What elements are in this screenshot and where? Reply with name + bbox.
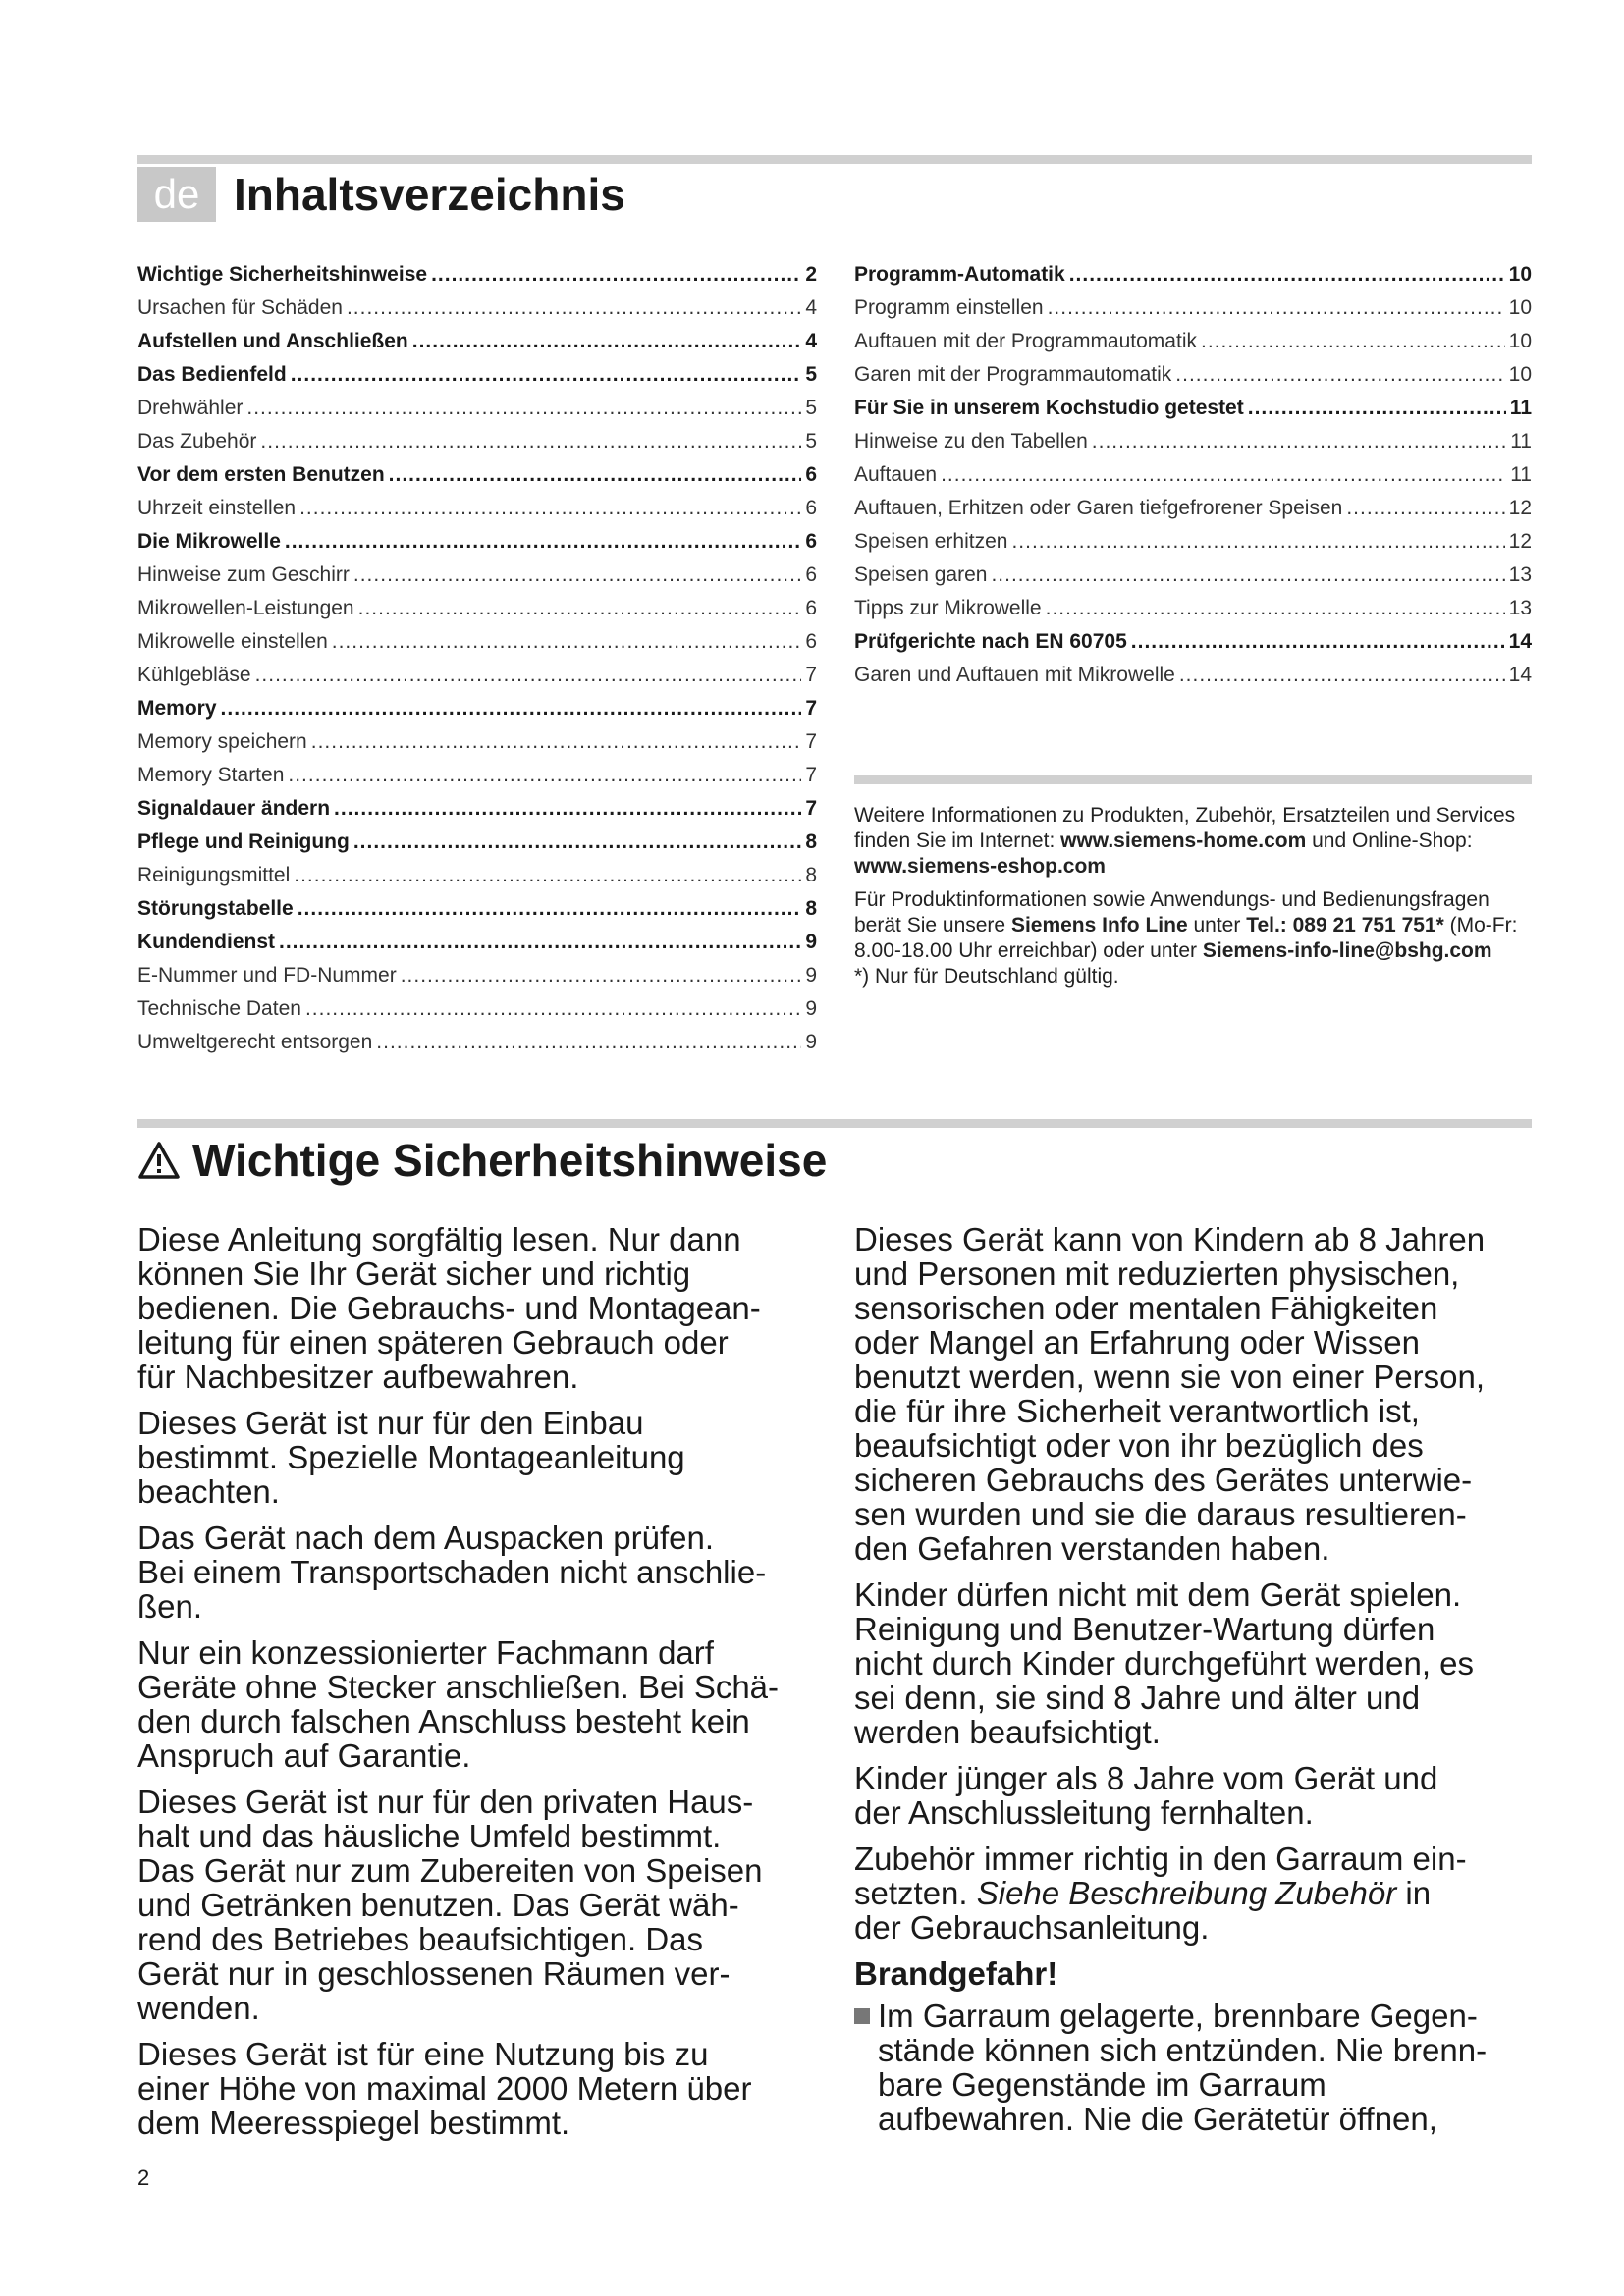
- toc-leader-dots: [1248, 397, 1506, 420]
- toc-entry-page: 12: [1508, 497, 1532, 519]
- toc-entry-page: 6: [805, 597, 817, 619]
- page-number: 2: [137, 2165, 150, 2190]
- toc-entry-title: Hinweise zum Geschirr: [137, 563, 350, 586]
- toc-entry-page: 14: [1508, 664, 1532, 686]
- toc-entry-title: Ursachen für Schäden: [137, 296, 343, 319]
- toc-leader-dots: [311, 730, 802, 754]
- toc-entry[interactable]: [137, 320, 817, 353]
- safety-paragraph: Kinder dürfen nicht mit dem Gerät spielen. Reinigung und Benutzer-Wartung dürfen nicht durch Kinder durchgeführt werden, es sei denn, sie sind 8 Jahre und älter und werden beaufsichtigt.: [854, 1576, 1475, 1750]
- toc-leader-dots: [1092, 430, 1506, 454]
- toc-leader-dots: [412, 330, 802, 353]
- toc-entry-page: 5: [805, 397, 817, 419]
- toc-leader-dots: [255, 664, 802, 687]
- fire-hazard-heading: Brandgefahr!: [854, 1955, 1058, 1992]
- toc-entry[interactable]: [137, 420, 817, 454]
- toc-leader-dots: [1131, 630, 1505, 654]
- toc-entry-title: Die Mikrowelle: [137, 530, 281, 553]
- toc-entry-page: 2: [805, 263, 817, 286]
- toc-entry[interactable]: [854, 587, 1532, 620]
- toc-entry-page: 7: [805, 797, 817, 820]
- toc-entry-title: Signaldauer ändern: [137, 797, 331, 820]
- toc-leader-dots: [1201, 330, 1505, 353]
- toc-entry-page: 6: [805, 630, 817, 653]
- toc-entry[interactable]: [137, 821, 817, 854]
- toc-leader-dots: [1046, 597, 1505, 620]
- info-footnote: *) Nur für Deutschland gültig.: [854, 965, 1119, 988]
- toc-entry[interactable]: [137, 687, 817, 721]
- toc-entry-title: Vor dem ersten Benutzen: [137, 463, 385, 486]
- toc-leader-dots: [1048, 296, 1505, 320]
- toc-entry-title: Programm-Automatik: [854, 263, 1065, 286]
- toc-entry[interactable]: [854, 487, 1532, 520]
- toc-entry[interactable]: [854, 654, 1532, 687]
- toc-entry-title: Wichtige Sicherheitshinweise: [137, 263, 428, 286]
- toc-entry[interactable]: [137, 253, 817, 287]
- toc-entry[interactable]: [854, 554, 1532, 587]
- toc-entry-title: Auftauen, Erhitzen oder Garen tiefgefrorener Speisen: [854, 497, 1343, 519]
- safety-paragraph: Diese Anleitung sorgfältig lesen. Nur dann können Sie Ihr Gerät sicher und richtig bedienen. Die Gebrauchs- und Montagean- leitung für einen späteren Gebrauch oder für Nachbesitzer aufbewahren.: [137, 1221, 761, 1395]
- toc-entry[interactable]: [854, 353, 1532, 387]
- toc-entry-title: Mikrowellen-Leistungen: [137, 597, 354, 619]
- toc-leader-dots: [299, 497, 801, 520]
- toc-entry-title: Das Bedienfeld: [137, 363, 287, 386]
- toc-entry-page: 6: [805, 497, 817, 519]
- toc-entry[interactable]: [137, 520, 817, 554]
- toc-entry-title: Auftauen: [854, 463, 938, 486]
- toc-leader-dots: [1069, 263, 1505, 287]
- language-badge: de: [137, 167, 216, 222]
- toc-leader-dots: [260, 430, 801, 454]
- toc-entry-page: 11: [1510, 430, 1532, 453]
- toc-entry-title: Reinigungsmittel: [137, 864, 291, 886]
- toc-entry-page: 7: [805, 697, 817, 720]
- toc-leader-dots: [347, 296, 801, 320]
- toc-leader-dots: [221, 697, 802, 721]
- toc-entry[interactable]: [137, 921, 817, 954]
- toc-entry-title: Technische Daten: [137, 997, 301, 1020]
- accessory-paragraph: Zubehör immer richtig in den Garraum ein- setzten. Siehe Beschreibung Zubehör in der Gebrauchsanleitung.: [854, 1841, 1467, 1946]
- bullet-square-icon: [854, 2008, 870, 2024]
- toc-entry[interactable]: [137, 1021, 817, 1054]
- toc-entry-title: Umweltgerecht entsorgen: [137, 1031, 373, 1053]
- toc-leader-dots: [246, 397, 801, 420]
- toc-entry-page: 5: [805, 363, 817, 386]
- info-box: [854, 803, 1542, 989]
- fire-hazard-item: Im Garraum gelagerte, brennbare Gegen- stände können sich entzünden. Nie brenn- bare Gegenstände im Garraum aufbewahren. Nie die Gerätetür öffnen,: [854, 1999, 1542, 2136]
- toc-entry-page: 10: [1508, 330, 1532, 352]
- toc-entry[interactable]: [137, 721, 817, 754]
- toc-leader-dots: [401, 964, 802, 988]
- safety-paragraph: Dieses Gerät ist nur für den privaten Haus- halt und das häusliche Umfeld bestimmt. Das Gerät nur zum Zubereiten von Speisen und Getränken benutzen. Das Gerät wäh- rend des Betriebes beaufsichtigen. Das Gerät nur in geschlossenen Räumen ver- wenden.: [137, 1784, 763, 2026]
- toc-entry[interactable]: [137, 654, 817, 687]
- eshop-link[interactable]: www.siemens-eshop.com: [854, 855, 1106, 878]
- info-rule: [854, 775, 1532, 784]
- toc-leader-dots: [1179, 664, 1505, 687]
- info-paragraph-web: Weitere Informationen zu Produkten, Zubehör, Ersatzteilen und Services finden Sie im Internet: www.siemens-home.com und Online-Shop: www.siemens-eshop.com: [854, 804, 1516, 878]
- toc-entry-page: 9: [805, 997, 817, 1020]
- toc-entry[interactable]: [137, 887, 817, 921]
- toc-entry-page: 6: [805, 463, 817, 486]
- toc-leader-dots: [376, 1031, 801, 1054]
- toc-entry[interactable]: [854, 454, 1532, 487]
- toc-entry-page: 14: [1508, 630, 1532, 653]
- toc-entry-title: Speisen garen: [854, 563, 988, 586]
- toc-right-column: [854, 253, 1532, 687]
- toc-entry-title: Memory: [137, 697, 217, 720]
- safety-paragraph: Dieses Gerät kann von Kindern ab 8 Jahren und Personen mit reduzierten physischen, sensorischen oder mentalen Fähigkeiten oder Mangel an Erfahrung oder Wissen benutzt werden, wenn sie von einer Person, die für ihre Sicherheit verantwortlich ist, beaufsichtigt oder von ihr bezüglich des sicheren Gebrauchs des Gerätes unterwie- sen wurden und sie die daraus resultieren- den Gefahren verstanden haben.: [854, 1221, 1486, 1567]
- toc-entry-page: 8: [805, 830, 817, 853]
- toc-leader-dots: [353, 563, 801, 587]
- toc-left-column: [137, 253, 817, 1054]
- toc-leader-dots: [298, 897, 802, 921]
- toc-leader-dots: [305, 997, 801, 1021]
- toc-entry-page: 10: [1508, 296, 1532, 319]
- toc-entry[interactable]: [137, 287, 817, 320]
- toc-entry-title: Für Sie in unserem Kochstudio getestet: [854, 397, 1244, 419]
- toc-leader-dots: [1011, 530, 1504, 554]
- toc-entry-title: Das Zubehör: [137, 430, 257, 453]
- toc-entry[interactable]: [137, 487, 817, 520]
- toc-entry-title: Prüfgerichte nach EN 60705: [854, 630, 1127, 653]
- toc-entry-title: E-Nummer und FD-Nummer: [137, 964, 397, 987]
- toc-entry-title: Uhrzeit einstellen: [137, 497, 297, 519]
- toc-entry-page: 9: [805, 1031, 817, 1053]
- toc-entry[interactable]: [854, 253, 1532, 287]
- toc-entry-page: 10: [1508, 363, 1532, 386]
- toc-leader-dots: [1175, 363, 1504, 387]
- warning-triangle-icon: [137, 1141, 181, 1180]
- toc-entry-page: 9: [805, 931, 817, 953]
- toc-entry-title: Hinweise zu den Tabellen: [854, 430, 1088, 453]
- toc-entry-title: Tipps zur Mikrowelle: [854, 597, 1042, 619]
- toc-leader-dots: [1346, 497, 1504, 520]
- toc-entry[interactable]: [137, 620, 817, 654]
- toc-entry[interactable]: [137, 454, 817, 487]
- toc-entry-page: 5: [805, 430, 817, 453]
- toc-entry-title: Memory Starten: [137, 764, 285, 786]
- toc-entry[interactable]: [137, 387, 817, 420]
- toc-entry-title: Memory speichern: [137, 730, 307, 753]
- safety-paragraph: Dieses Gerät ist nur für den Einbau bestimmt. Spezielle Montageanleitung beachten.: [137, 1405, 685, 1510]
- toc-entry-title: Garen mit der Programmautomatik: [854, 363, 1172, 386]
- toc-entry[interactable]: [854, 287, 1532, 320]
- toc-leader-dots: [389, 463, 802, 487]
- toc-entry[interactable]: [137, 954, 817, 988]
- toc-entry-page: 4: [805, 330, 817, 352]
- toc-entry-page: 11: [1509, 397, 1532, 419]
- safety-left-column: [137, 1222, 825, 2152]
- phone-number: Tel.: 089 21 751 751*: [1246, 914, 1444, 936]
- toc-entry-page: 4: [805, 296, 817, 319]
- toc-leader-dots: [941, 463, 1506, 487]
- safety-heading: Wichtige Sicherheitshinweise: [137, 1131, 827, 1190]
- toc-entry-page: 9: [805, 964, 817, 987]
- toc-entry-page: 8: [805, 897, 817, 920]
- toc-leader-dots: [358, 597, 802, 620]
- toc-entry-page: 11: [1510, 463, 1532, 486]
- toc-entry-title: Kundendienst: [137, 931, 275, 953]
- toc-leader-dots: [353, 830, 801, 854]
- toc-entry-title: Auftauen mit der Programmautomatik: [854, 330, 1197, 352]
- toc-entry[interactable]: [137, 554, 817, 587]
- toc-leader-dots: [294, 864, 801, 887]
- toc-leader-dots: [332, 630, 802, 654]
- toc-entry[interactable]: [854, 420, 1532, 454]
- top-rule: [137, 155, 1532, 164]
- toc-entry[interactable]: [137, 353, 817, 387]
- email-link[interactable]: Siemens-info-line@bshg.com: [1202, 939, 1492, 962]
- toc-entry-title: Störungstabelle: [137, 897, 294, 920]
- toc-entry[interactable]: [137, 587, 817, 620]
- toc-entry[interactable]: [854, 320, 1532, 353]
- toc-entry-page: 10: [1508, 263, 1532, 286]
- toc-leader-dots: [991, 563, 1504, 587]
- page-title: Inhaltsverzeichnis: [234, 169, 625, 220]
- toc-entry[interactable]: [854, 387, 1532, 420]
- toc-entry[interactable]: [137, 854, 817, 887]
- info-paragraph-hotline: Für Produktinformationen sowie Anwendungs- und Bedienungsfragen berät Sie unsere Siemens Info Line unter Tel.: 089 21 751 751* (Mo-Fr: 8.00-18.00 Uhr erreichbar) oder unter Siemens-info-line@bshg.com: [854, 888, 1518, 962]
- toc-entry-title: Mikrowelle einstellen: [137, 630, 328, 653]
- toc-entry-page: 7: [805, 664, 817, 686]
- website-link[interactable]: www.siemens-home.com: [1060, 829, 1307, 852]
- toc-entry-title: Kühlgebläse: [137, 664, 251, 686]
- toc-leader-dots: [431, 263, 801, 287]
- toc-entry-page: 7: [805, 730, 817, 753]
- toc-entry-page: 6: [805, 530, 817, 553]
- toc-entry[interactable]: [137, 787, 817, 821]
- toc-entry[interactable]: [854, 520, 1532, 554]
- section-rule: [137, 1119, 1532, 1128]
- toc-entry-title: Drehwähler: [137, 397, 244, 419]
- toc-leader-dots: [279, 931, 801, 954]
- toc-leader-dots: [334, 797, 801, 821]
- safety-paragraph: Dieses Gerät ist für eine Nutzung bis zu einer Höhe von maximal 2000 Metern über dem Meeresspiegel bestimmt.: [137, 2036, 752, 2141]
- toc-leader-dots: [285, 530, 801, 554]
- toc-entry-page: 13: [1508, 563, 1532, 586]
- toc-entry-page: 7: [805, 764, 817, 786]
- toc-entry-page: 8: [805, 864, 817, 886]
- toc-entry[interactable]: [137, 754, 817, 787]
- toc-entry-title: Programm einstellen: [854, 296, 1044, 319]
- toc-entry[interactable]: [854, 620, 1532, 654]
- toc-entry-title: Speisen erhitzen: [854, 530, 1008, 553]
- toc-entry-page: 12: [1508, 530, 1532, 553]
- safety-paragraph: Kinder jünger als 8 Jahre vom Gerät und der Anschlussleitung fernhalten.: [854, 1760, 1438, 1831]
- toc-leader-dots: [291, 363, 802, 387]
- toc-entry-title: Aufstellen und Anschließen: [137, 330, 408, 352]
- toc-entry[interactable]: [137, 988, 817, 1021]
- toc-entry-title: Garen und Auftauen mit Mikrowelle: [854, 664, 1175, 686]
- toc-entry-title: Pflege und Reinigung: [137, 830, 350, 853]
- safety-paragraph: Nur ein konzessionierter Fachmann darf Geräte ohne Stecker anschließen. Bei Schä- den durch falschen Anschluss besteht kein Anspruch auf Garantie.: [137, 1634, 780, 1774]
- safety-paragraph: Das Gerät nach dem Auspacken prüfen. Bei einem Transportschaden nicht anschlie- ßen.: [137, 1520, 767, 1625]
- safety-right-column: [854, 1222, 1542, 2136]
- toc-entry-page: 13: [1508, 597, 1532, 619]
- toc-entry-page: 6: [805, 563, 817, 586]
- toc-leader-dots: [288, 764, 801, 787]
